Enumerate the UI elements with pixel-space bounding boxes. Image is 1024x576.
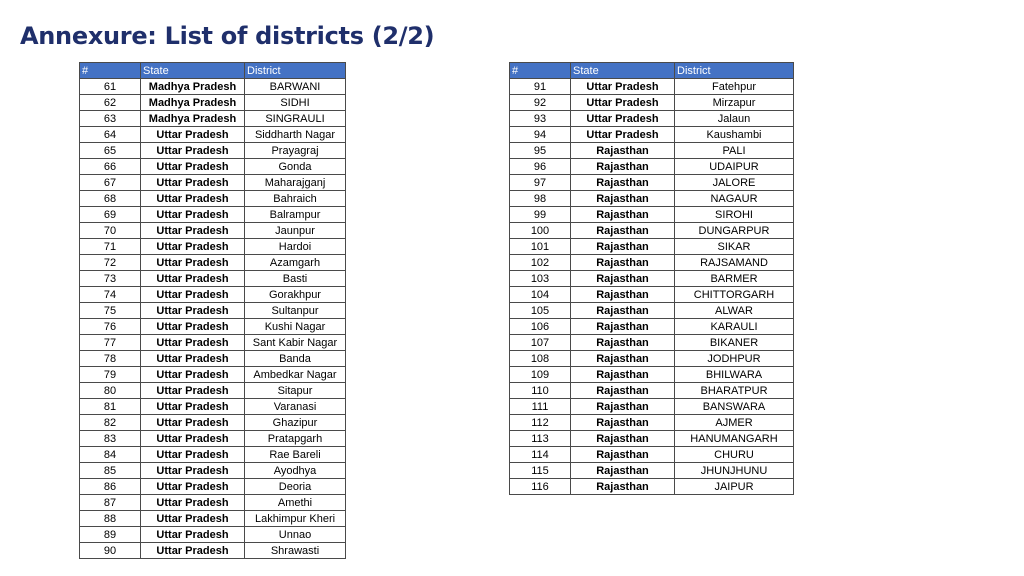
- cell-district: Shrawasti: [245, 543, 346, 559]
- cell-state: Rajasthan: [571, 143, 675, 159]
- cell-state: Rajasthan: [571, 383, 675, 399]
- table-header-row: [80, 63, 346, 79]
- table-row: [510, 383, 794, 399]
- districts-table-left: [79, 62, 346, 559]
- table-row: [80, 159, 346, 175]
- cell-num: 87: [80, 495, 141, 511]
- cell-num: 99: [510, 207, 571, 223]
- cell-state: Uttar Pradesh: [141, 495, 245, 511]
- cell-state: Uttar Pradesh: [141, 543, 245, 559]
- cell-num: 86: [80, 479, 141, 495]
- cell-num: 90: [80, 543, 141, 559]
- cell-state: Rajasthan: [571, 207, 675, 223]
- cell-num: 62: [80, 95, 141, 111]
- table-row: [80, 511, 346, 527]
- table-row: [80, 479, 346, 495]
- cell-state: Rajasthan: [571, 239, 675, 255]
- table-row: [80, 207, 346, 223]
- table-row: [510, 191, 794, 207]
- cell-state: Uttar Pradesh: [141, 383, 245, 399]
- table-row: [80, 111, 346, 127]
- cell-state: Uttar Pradesh: [141, 223, 245, 239]
- cell-num: 94: [510, 127, 571, 143]
- table-row: [80, 143, 346, 159]
- cell-state: Uttar Pradesh: [141, 399, 245, 415]
- table-row: [510, 335, 794, 351]
- table-row: [80, 223, 346, 239]
- table-row: [80, 95, 346, 111]
- header-district: District: [245, 63, 346, 79]
- cell-state: Uttar Pradesh: [141, 319, 245, 335]
- table-row: [80, 543, 346, 559]
- cell-state: Rajasthan: [571, 479, 675, 495]
- cell-district: BANSWARA: [675, 399, 794, 415]
- cell-state: Rajasthan: [571, 367, 675, 383]
- table-row: [80, 447, 346, 463]
- cell-num: 92: [510, 95, 571, 111]
- table-row: [510, 95, 794, 111]
- cell-num: 64: [80, 127, 141, 143]
- table-row: [510, 239, 794, 255]
- cell-state: Uttar Pradesh: [571, 79, 675, 95]
- cell-state: Uttar Pradesh: [141, 287, 245, 303]
- cell-num: 79: [80, 367, 141, 383]
- cell-district: Gorakhpur: [245, 287, 346, 303]
- table-row: [80, 175, 346, 191]
- table-row: [510, 479, 794, 495]
- cell-district: Balrampur: [245, 207, 346, 223]
- cell-num: 71: [80, 239, 141, 255]
- table-row: [80, 463, 346, 479]
- cell-state: Uttar Pradesh: [141, 511, 245, 527]
- header-state: State: [141, 63, 245, 79]
- cell-district: Basti: [245, 271, 346, 287]
- cell-district: CHITTORGARH: [675, 287, 794, 303]
- cell-district: BARWANI: [245, 79, 346, 95]
- cell-state: Rajasthan: [571, 191, 675, 207]
- cell-num: 108: [510, 351, 571, 367]
- cell-state: Uttar Pradesh: [141, 479, 245, 495]
- cell-state: Uttar Pradesh: [141, 175, 245, 191]
- cell-state: Rajasthan: [571, 463, 675, 479]
- cell-num: 112: [510, 415, 571, 431]
- cell-state: Rajasthan: [571, 255, 675, 271]
- table-row: [80, 367, 346, 383]
- cell-state: Rajasthan: [571, 175, 675, 191]
- table-row: [80, 287, 346, 303]
- page-title: Annexure: List of districts (2/2): [20, 22, 435, 50]
- cell-district: PALI: [675, 143, 794, 159]
- cell-state: Uttar Pradesh: [571, 127, 675, 143]
- cell-district: NAGAUR: [675, 191, 794, 207]
- table-row: [510, 111, 794, 127]
- cell-state: Madhya Pradesh: [141, 79, 245, 95]
- cell-num: 68: [80, 191, 141, 207]
- cell-num: 109: [510, 367, 571, 383]
- cell-state: Uttar Pradesh: [141, 191, 245, 207]
- table-row: [510, 127, 794, 143]
- header-state: State: [571, 63, 675, 79]
- cell-district: Sitapur: [245, 383, 346, 399]
- cell-num: 97: [510, 175, 571, 191]
- cell-num: 102: [510, 255, 571, 271]
- cell-state: Rajasthan: [571, 319, 675, 335]
- cell-state: Rajasthan: [571, 399, 675, 415]
- cell-num: 107: [510, 335, 571, 351]
- cell-state: Uttar Pradesh: [141, 335, 245, 351]
- table-row: [80, 191, 346, 207]
- cell-district: SINGRAULI: [245, 111, 346, 127]
- table-row: [80, 415, 346, 431]
- table-row: [510, 207, 794, 223]
- cell-district: Maharajganj: [245, 175, 346, 191]
- cell-district: UDAIPUR: [675, 159, 794, 175]
- cell-district: Sultanpur: [245, 303, 346, 319]
- cell-state: Rajasthan: [571, 431, 675, 447]
- cell-state: Uttar Pradesh: [141, 143, 245, 159]
- cell-num: 105: [510, 303, 571, 319]
- cell-num: 111: [510, 399, 571, 415]
- cell-district: Ambedkar Nagar: [245, 367, 346, 383]
- table-row: [80, 495, 346, 511]
- cell-district: Hardoi: [245, 239, 346, 255]
- cell-district: Varanasi: [245, 399, 346, 415]
- cell-num: 73: [80, 271, 141, 287]
- cell-district: BHARATPUR: [675, 383, 794, 399]
- cell-district: Sant Kabir Nagar: [245, 335, 346, 351]
- cell-num: 85: [80, 463, 141, 479]
- cell-num: 115: [510, 463, 571, 479]
- cell-state: Uttar Pradesh: [141, 271, 245, 287]
- cell-state: Uttar Pradesh: [571, 111, 675, 127]
- header-district: District: [675, 63, 794, 79]
- cell-district: RAJSAMAND: [675, 255, 794, 271]
- cell-num: 75: [80, 303, 141, 319]
- cell-district: SIROHI: [675, 207, 794, 223]
- cell-district: Jaunpur: [245, 223, 346, 239]
- cell-district: BARMER: [675, 271, 794, 287]
- table-row: [510, 463, 794, 479]
- cell-district: Kushi Nagar: [245, 319, 346, 335]
- cell-state: Rajasthan: [571, 351, 675, 367]
- cell-district: Rae Bareli: [245, 447, 346, 463]
- cell-state: Uttar Pradesh: [141, 159, 245, 175]
- cell-state: Rajasthan: [571, 303, 675, 319]
- cell-district: Fatehpur: [675, 79, 794, 95]
- cell-num: 114: [510, 447, 571, 463]
- cell-district: HANUMANGARH: [675, 431, 794, 447]
- cell-num: 106: [510, 319, 571, 335]
- cell-state: Uttar Pradesh: [141, 463, 245, 479]
- table-row: [80, 127, 346, 143]
- cell-district: Deoria: [245, 479, 346, 495]
- table-row: [510, 431, 794, 447]
- cell-num: 69: [80, 207, 141, 223]
- cell-state: Rajasthan: [571, 223, 675, 239]
- cell-district: Mirzapur: [675, 95, 794, 111]
- cell-state: Uttar Pradesh: [141, 239, 245, 255]
- cell-state: Uttar Pradesh: [141, 351, 245, 367]
- cell-state: Uttar Pradesh: [141, 127, 245, 143]
- cell-state: Uttar Pradesh: [141, 207, 245, 223]
- table-row: [80, 399, 346, 415]
- table-row: [510, 159, 794, 175]
- cell-num: 113: [510, 431, 571, 447]
- cell-district: SIKAR: [675, 239, 794, 255]
- cell-district: JAIPUR: [675, 479, 794, 495]
- table-row: [80, 255, 346, 271]
- table-row: [510, 255, 794, 271]
- header-num: #: [510, 63, 571, 79]
- table-row: [80, 351, 346, 367]
- cell-num: 116: [510, 479, 571, 495]
- cell-num: 65: [80, 143, 141, 159]
- cell-state: Rajasthan: [571, 159, 675, 175]
- cell-num: 82: [80, 415, 141, 431]
- cell-state: Uttar Pradesh: [141, 431, 245, 447]
- cell-state: Madhya Pradesh: [141, 111, 245, 127]
- cell-district: SIDHI: [245, 95, 346, 111]
- cell-num: 63: [80, 111, 141, 127]
- cell-num: 88: [80, 511, 141, 527]
- cell-state: Uttar Pradesh: [141, 415, 245, 431]
- cell-num: 78: [80, 351, 141, 367]
- table-row: [80, 431, 346, 447]
- table-row: [80, 319, 346, 335]
- table-row: [510, 175, 794, 191]
- cell-num: 100: [510, 223, 571, 239]
- cell-num: 104: [510, 287, 571, 303]
- cell-state: Rajasthan: [571, 335, 675, 351]
- cell-district: Jalaun: [675, 111, 794, 127]
- cell-district: JODHPUR: [675, 351, 794, 367]
- table-row: [80, 527, 346, 543]
- cell-district: Siddharth Nagar: [245, 127, 346, 143]
- table-row: [510, 351, 794, 367]
- table-row: [510, 143, 794, 159]
- cell-state: Uttar Pradesh: [141, 527, 245, 543]
- table-row: [510, 367, 794, 383]
- table-row: [80, 239, 346, 255]
- cell-district: BIKANER: [675, 335, 794, 351]
- cell-num: 61: [80, 79, 141, 95]
- cell-state: Rajasthan: [571, 447, 675, 463]
- table-row: [80, 79, 346, 95]
- table-row: [510, 319, 794, 335]
- cell-num: 103: [510, 271, 571, 287]
- table-row: [80, 335, 346, 351]
- cell-district: Azamgarh: [245, 255, 346, 271]
- cell-num: 81: [80, 399, 141, 415]
- cell-num: 70: [80, 223, 141, 239]
- cell-district: Lakhimpur Kheri: [245, 511, 346, 527]
- table-row: [510, 447, 794, 463]
- cell-state: Uttar Pradesh: [141, 447, 245, 463]
- table-row: [510, 79, 794, 95]
- cell-num: 77: [80, 335, 141, 351]
- cell-num: 101: [510, 239, 571, 255]
- cell-num: 84: [80, 447, 141, 463]
- cell-num: 93: [510, 111, 571, 127]
- cell-district: KARAULI: [675, 319, 794, 335]
- table-row: [80, 303, 346, 319]
- cell-district: JHUNJHUNU: [675, 463, 794, 479]
- cell-district: Amethi: [245, 495, 346, 511]
- cell-district: DUNGARPUR: [675, 223, 794, 239]
- cell-district: Bahraich: [245, 191, 346, 207]
- cell-district: Gonda: [245, 159, 346, 175]
- cell-district: CHURU: [675, 447, 794, 463]
- cell-num: 98: [510, 191, 571, 207]
- cell-district: JALORE: [675, 175, 794, 191]
- cell-num: 95: [510, 143, 571, 159]
- cell-num: 72: [80, 255, 141, 271]
- cell-num: 89: [80, 527, 141, 543]
- cell-num: 74: [80, 287, 141, 303]
- table-row: [510, 223, 794, 239]
- table-row: [510, 287, 794, 303]
- cell-state: Uttar Pradesh: [141, 367, 245, 383]
- cell-state: Rajasthan: [571, 415, 675, 431]
- table-row: [510, 271, 794, 287]
- cell-district: Pratapgarh: [245, 431, 346, 447]
- cell-num: 66: [80, 159, 141, 175]
- header-num: #: [80, 63, 141, 79]
- table-row: [510, 415, 794, 431]
- cell-state: Uttar Pradesh: [141, 255, 245, 271]
- cell-district: Unnao: [245, 527, 346, 543]
- table-header-row: [510, 63, 794, 79]
- cell-district: Banda: [245, 351, 346, 367]
- cell-district: Ghazipur: [245, 415, 346, 431]
- cell-num: 80: [80, 383, 141, 399]
- cell-district: Ayodhya: [245, 463, 346, 479]
- cell-state: Uttar Pradesh: [141, 303, 245, 319]
- cell-district: BHILWARA: [675, 367, 794, 383]
- cell-state: Rajasthan: [571, 271, 675, 287]
- table-row: [80, 271, 346, 287]
- cell-num: 96: [510, 159, 571, 175]
- cell-district: Kaushambi: [675, 127, 794, 143]
- districts-table-right: [509, 62, 794, 495]
- table-row: [510, 303, 794, 319]
- cell-num: 83: [80, 431, 141, 447]
- cell-state: Madhya Pradesh: [141, 95, 245, 111]
- cell-district: Prayagraj: [245, 143, 346, 159]
- cell-district: ALWAR: [675, 303, 794, 319]
- cell-state: Uttar Pradesh: [571, 95, 675, 111]
- cell-district: AJMER: [675, 415, 794, 431]
- cell-num: 91: [510, 79, 571, 95]
- cell-num: 76: [80, 319, 141, 335]
- cell-num: 110: [510, 383, 571, 399]
- table-row: [510, 399, 794, 415]
- table-row: [80, 383, 346, 399]
- cell-state: Rajasthan: [571, 287, 675, 303]
- cell-num: 67: [80, 175, 141, 191]
